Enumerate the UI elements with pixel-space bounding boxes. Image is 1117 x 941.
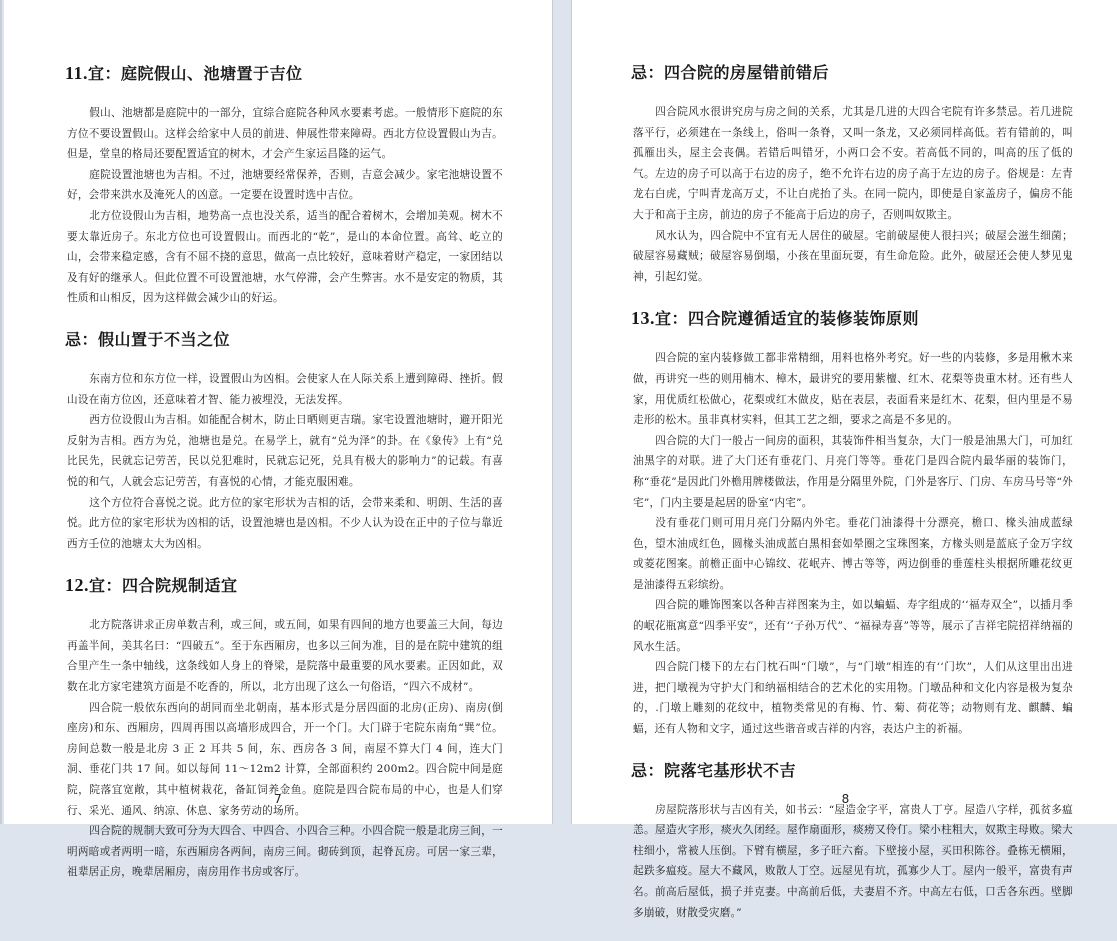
paragraph: 四合院门楼下的左右门枕石叫“门墩”，与“门墩”相连的有‘‘门坎”，人们从这里出出进进，把门墩视为守护大门和纳福相结合的艺术化的实用物。门墩品种和文化内容是极为复杂的，.门墩上雕刻的花纹中，植物类常见的有梅、竹、菊、荷花等；动物则有龙、麒麟、蝙蝠，还有人物和文字，通过这些谐音或吉祥的内容，表达户主的祈福。 [633, 661, 1073, 736]
paragraph: 四合院的大门一般占一间房的面积，其装饰件相当复杂，大门一般是油黑大门，可加红油黑字的对联。进了大门还有垂花门、月亮门等等。垂花门是四合院内最华丽的装饰门，称“垂花”是因此门外檐用牌楼做法，作用是分隔里外院，门外是客厅、门房、车房马号等“外宅”，门内主要是起居的卧室“内宅”。 [633, 434, 1073, 509]
section-11 [67, 60, 503, 309]
section-title: 忌：假山置于不当之位 [65, 329, 231, 349]
paragraph: 四合院的雕饰图案以各种吉祥图案为主，如以蝙蝠、寿字组成的‘‘福寿双全”，以插月季的岷花瓶寓意“四季平安”，还有‘‘子孙万代”、“福禄寿喜”等等，展示了吉祥宅院招祥纳福的风水生活。 [633, 599, 1073, 653]
section-heading [65, 327, 503, 353]
page-number: 7 [274, 792, 282, 806]
section-title: 忌：四合院的房屋错前错后 [631, 63, 830, 82]
section-heading [631, 758, 1073, 784]
paragraph: 北方院落讲求正房单数吉利，或三间，或五间，如果有四间的地方也要盖三大间，每边再盖半间，美其名曰：“四破五”。至于东西厢房，也多以三间为准，目的是在院中建筑的组合里产生一条中轴线，这条线如人身上的脊梁，是院落中最重要的风水要素。正因如此，双数在北方家宅建筑方面是不吃香的，所以，北方出现了这么一句俗语，“四六不成材”。 [67, 619, 503, 694]
section-number: 12. [65, 575, 89, 596]
section-title: 宜：四合院规制适宜 [89, 576, 238, 596]
section-avoid-misaligned [633, 60, 1073, 287]
paragraph: 东南方位和东方位一样，设置假山为凶相。会使家人在人际关系上遭到障碍、挫折。假山设在南方位凶，还意味着才智、能力被埋没，无法发挥。 [67, 372, 503, 406]
page-8 [571, 0, 1117, 919]
page-number: 8 [841, 792, 850, 806]
section-avoid-shape [633, 758, 1073, 924]
paragraph: 北方位设假山为吉相，地势高一点也没关系，适当的配合着树木，会增加美观。树木不要太靠近房子。东北方位也可设置假山。而西北的“乾”，是山的本命位置。高耸、屹立的山，会带来稳定感，含有不屈不挠的意思，做高一点比较好，意味着财产稳定，一家团结以及有好的继承人。但此位置不可设置池塘，水气停滞，会产生弊害。水不是安定的物质，其性质和山相反，因为这样做会减少山的好运。 [67, 209, 503, 305]
paragraph: 四合院风水很讲究房与房之间的关系，尤其是几进的大四合宅院有许多禁忌。若几进院落平行，必须建在一条线上，俗叫一条脊，又叫一条龙，又必须同样高低。若有错前的，叫孤雁出头，屋主会丧偶。若错后叫错牙，小两口会不安。若高低不同的，叫高的压了低的气。左边的房子可以高于右边的房子，绝不允许右边的房子高于左边的房子。俗规是：左青龙右白虎，宁叫青龙高万丈，不让白虎抬了头。在同一院内，即使是自家盖房子，偏房不能大于和高于主房，前边的房子不能高于后边的房子，否则叫奴欺主。 [633, 106, 1073, 221]
section-number: 13. [631, 308, 655, 329]
section-number: 11. [65, 63, 89, 83]
paragraph: 风水认为，四合院中不宜有无人居住的破屋。宅前破屋使人很扫兴；破屋会滋生细菌；破屋容易藏贼；破屋容易倒塌，小孩在里面玩耍，有生命危险。此外，破屋还会使人梦见鬼神，引起幻觉。 [633, 229, 1073, 283]
paragraph: 西方位设假山为吉相。如能配合树木，防止日晒则更吉瑞。家宅设置池塘时，避开阳光反射为吉相。西方为兑，池塘也是兑。在易学上，就有“兑为泽”的卦。在《象传》上有“兑比民先，民就忘记劳苦，民以兑犯难时，民就忘记死，兑具有极大的影响力”的记载。有喜悦的和气，人就会忘记劳苦，有喜悦的心情，才能克服困难。 [67, 414, 503, 488]
paragraph: 没有垂花门则可用月亮门分隔内外宅。垂花门油漆得十分漂亮，檐口、椽头油成蓝绿色，望木油成红色，圆椽头油成蓝白黑相套如晕圈之宝珠图案，方椽头则是蓝底子金万字纹或菱花图案。前檐正面中心锦纹、花岷卉、博古等等，两边倒垂的垂莲柱头根据所雕花纹更是油漆得五彩缤纷。 [633, 517, 1073, 591]
section-heading [631, 60, 1073, 86]
section-13 [633, 305, 1073, 739]
paragraph: 四合院一般依东西向的胡同而坐北朝南，基本形式是分居四面的北房(正房)、南房(倒座房)和东、西厢房，四周再围以高墙形成四合，开一个门。大门辟于宅院东南角“巽”位。房间总数一般是北房 3 正 2 耳共 5 间，东、西房各 3 间，南屋不算大门 4 间，连大门洞、垂花门共 17 间。如以每间 11～12m2 计算，全部面积约 200m2。四合院中间是庭院，院落宜宽敞，其中植树栽花，备缸饲养金鱼。庭院是四合院布局的中心，也是人们穿行、采光、通风、纳凉、休息、家务劳动的场所。 [67, 701, 503, 817]
paragraph: 这个方位符合喜悦之说。此方位的家宅形状为吉相的话，会带来柔和、明朗、生活的喜悦。此方位的家宅形状为凶相的话，设置池塘也是凶相。不少人认为设在正中的子位与靠近西方壬位的池塘太大为凶相。 [67, 496, 503, 550]
section-title: 忌：院落宅基形状不吉 [631, 760, 797, 780]
section-heading [65, 572, 503, 599]
paragraph: 庭院设置池塘也为吉相。不过，池塘要经常保养，否则，吉意会减少。家宅池塘设置不好，会带来洪水及淹死人的凶意。一定要在设置时选中吉位。 [67, 168, 503, 202]
section-heading [631, 305, 1073, 332]
page-content [633, 60, 1073, 941]
page-content [67, 60, 503, 901]
section-title: 宜：四合院遵循适宜的装修装饰原则 [655, 309, 920, 329]
section-heading [65, 60, 503, 87]
paragraph: 假山、池塘都是庭院中的一部分，宜综合庭院各种风水要素考虑。一般情形下庭院的东方位不要设置假山。这样会给家中人员的前进、伸展性带来障碍。西北方位设置假山为吉。但是，堂皇的格局还要配置适宜的树木，才会产生家运昌隆的运气。 [67, 107, 503, 161]
section-avoid-rockery [67, 327, 503, 554]
paragraph: 四合院的室内装修做工都非常精细，用料也格外考究。好一些的内装修，多是用楸木来做，再讲究一些的则用楠木、樟木，最讲究的要用紫檀、红木、花梨等贵重木材。还有些人家，用优质红松做心，花梨或红木做皮，贴在表层，表面看来是红木、花梨，但内里是不易走形的松木。虽非真材实料，但其工艺之细，要求之高是不多见的。 [633, 352, 1073, 427]
section-title: 宜：庭院假山、池塘置于吉位 [88, 64, 303, 83]
paragraph: 四合院的规制大致可分为大四合、中四合、小四合三种。小四合院一般是北房三间，一明两暗或者两明一暗，东西厢房各两间，南房三间。砌砖到顶，起脊瓦房。可居一家三辈，祖辈居正房，晚辈居厢房，南房用作书房或客厅。 [67, 825, 503, 879]
section-12 [67, 572, 503, 883]
page-7 [4, 0, 553, 879]
paragraph: 房屋院落形状与吉凶有关，如书云：“屋造金字平，富贵人丁亨。屋造八字样，孤贫多瘟恙。屋造火字形，痰火久闭经。屋作扇面形，痰痨又伶仃。梁小柱粗大，奴欺主母败。梁大柱细小，常被人压倒。下臂有横屋，多子旺六畜。下壁接小屋，买田积陈谷。叠栋无横厢，起跌多瘟疫。屋大不藏风，败散人丁空。远屋见有坑，孤寡少人丁。屋内一般平，富贵有声名。前高后屋低，损子并克妻。中高前后低，夫妻眉不齐。中高左右低，口舌各东西。壁脚多崩破，财散受灾磨。” [633, 803, 1073, 919]
